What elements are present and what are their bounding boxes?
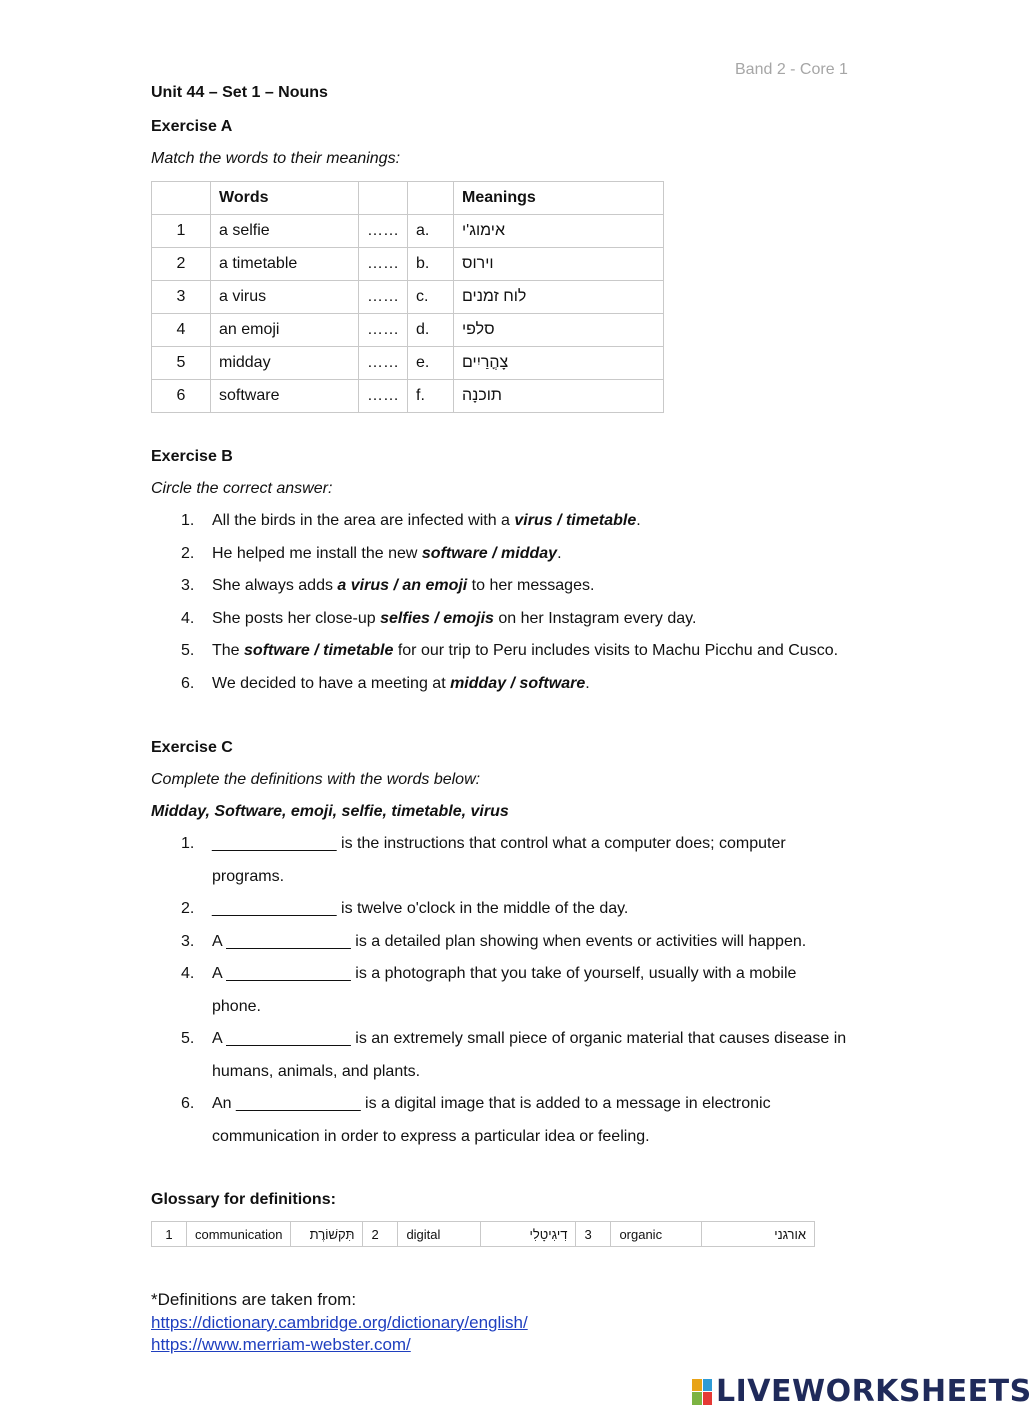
table-row: 2 a timetable …… b. וירוס: [152, 248, 664, 281]
word-cell: an emoji: [211, 314, 359, 347]
list-item: 3. A ______________ is a detailed plan showing when events or activities will happen.: [181, 932, 807, 950]
table-header-row: [152, 182, 664, 215]
exercise-c-heading: Exercise C: [151, 739, 233, 756]
liveworksheets-logo: LIVEWORKSHEETS: [692, 1374, 1032, 1409]
list-item: 5. The software / timetable for our trip to Peru includes visits to Machu Picchu and Cusco.: [181, 642, 839, 659]
answer-blank[interactable]: ……: [359, 281, 408, 314]
list-item: 5. A ______________ is an extremely small piece of organic material that causes disease in humans, animals, and plants.: [181, 1030, 847, 1080]
definitions-source: [151, 1289, 528, 1357]
exercise-a-heading: Exercise A: [151, 118, 233, 135]
exercise-c-instruction: Complete the definitions with the words below:: [151, 771, 481, 788]
answer-choice[interactable]: a virus / an emoji: [337, 577, 468, 594]
meaning-cell: סלפי: [454, 314, 664, 347]
answer-blank[interactable]: ……: [359, 248, 408, 281]
meaning-cell: לוח זמנים: [454, 281, 664, 314]
table-row: 1 a selfie …… a. אימוג'י: [152, 215, 664, 248]
word-bank: Midday, Software, emoji, selfie, timetable, virus: [151, 803, 509, 820]
answer-choice[interactable]: virus / timetable: [514, 512, 637, 529]
exercise-b-heading: Exercise B: [151, 448, 233, 465]
word-cell: a virus: [211, 281, 359, 314]
list-item: 1. ______________ is the instructions that control what a computer does; computer programs.: [181, 835, 786, 885]
answer-blank[interactable]: ……: [359, 314, 408, 347]
word-cell: software: [211, 380, 359, 413]
word-cell: a selfie: [211, 215, 359, 248]
definition-line[interactable]: A ______________ is a detailed plan showing when events or activities will happen.: [212, 932, 807, 950]
definition-line[interactable]: ______________ is the instructions that control what a computer does; computer: [212, 835, 786, 852]
meaning-cell: וירוס: [454, 248, 664, 281]
table-row: 4 an emoji …… d. סלפי: [152, 314, 664, 347]
definition-line[interactable]: A ______________ is a photograph that you take of yourself, usually with a mobile: [212, 965, 797, 982]
list-item: 4. A ______________ is a photograph that you take of yourself, usually with a mobile phone.: [181, 965, 797, 1015]
answer-blank[interactable]: ……: [359, 380, 408, 413]
list-item: 6. We decided to have a meeting at midday / software.: [181, 674, 590, 692]
answer-choice[interactable]: selfies / emojis: [380, 609, 494, 627]
exercise-b-list: [151, 505, 838, 700]
merriam-webster-link[interactable]: https://www.merriam-webster.com/: [151, 1335, 411, 1354]
answer-choice[interactable]: software / midday: [421, 544, 558, 562]
glossary-table: [151, 1221, 815, 1247]
exercise-a-instruction: Match the words to their meanings:: [151, 150, 401, 167]
table-row: 3 a virus …… c. לוח זמנים: [152, 281, 664, 314]
glossary-heading: Glossary for definitions:: [151, 1191, 336, 1208]
list-item: 6. An ______________ is a digital image that is added to a message in electronic communication in order to express a particular idea or feeling.: [181, 1095, 771, 1145]
meaning-cell: תוכנָה: [454, 380, 664, 413]
logo-icon: [692, 1379, 712, 1405]
definition-line[interactable]: An ______________ is a digital image that is added to a message in electronic: [212, 1095, 771, 1112]
table-row: 6 software …… f. תוכנָה: [152, 380, 664, 413]
band-label: Band 2 - Core 1: [735, 61, 848, 78]
exercise-c-list: [151, 828, 846, 1153]
definition-line[interactable]: ______________ is twelve o'clock in the middle of the day.: [212, 900, 629, 917]
word-cell: a timetable: [211, 248, 359, 281]
list-item: 1. All the birds in the area are infected with a virus / timetable.: [181, 512, 641, 529]
col-words-header: Words: [211, 182, 359, 215]
answer-blank[interactable]: ……: [359, 347, 408, 380]
table-row: 5 midday …… e. צָהֳרַיִים: [152, 347, 664, 380]
cambridge-link[interactable]: https://dictionary.cambridge.org/dictionary/english/: [151, 1312, 528, 1332]
list-item: 2. ______________ is twelve o'clock in the middle of the day.: [181, 900, 629, 917]
definition-line[interactable]: A ______________ is an extremely small piece of organic material that causes disease in: [212, 1030, 847, 1047]
answer-choice[interactable]: software / timetable: [244, 642, 394, 659]
list-item: 2. He helped me install the new software / midday.: [181, 544, 562, 562]
answer-choice[interactable]: midday / software: [450, 674, 586, 692]
source-label: *Definitions are taken from:: [151, 1290, 357, 1309]
list-item: 4. She posts her close-up selfies / emojis on her Instagram every day.: [181, 609, 697, 627]
page-title: Unit 44 – Set 1 – Nouns: [151, 84, 328, 101]
meaning-cell: צָהֳרַיִים: [454, 347, 664, 380]
meaning-cell: אימוג'י: [454, 215, 664, 248]
answer-blank[interactable]: ……: [359, 215, 408, 248]
col-meanings-header: Meanings: [454, 182, 664, 215]
exercise-b-instruction: Circle the correct answer:: [151, 480, 333, 497]
word-cell: midday: [211, 347, 359, 380]
list-item: 3. She always adds a virus / an emoji to her messages.: [181, 577, 595, 594]
table-row: 1 communication תִּקשׁוֹרֶת 2 digital דִיגִיטָלִי 3 organic אורגני: [152, 1222, 815, 1247]
matching-table: [151, 181, 664, 413]
